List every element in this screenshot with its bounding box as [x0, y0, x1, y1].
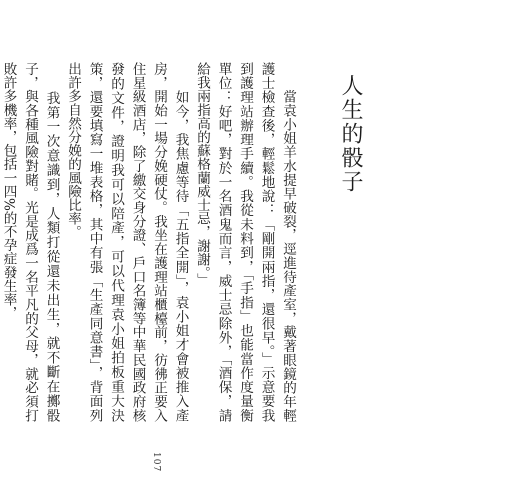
- body-text: [0, 62, 298, 422]
- paragraph: 我第一次意識到，人類打從還未出生，就不斷在擲骰子，與各種風險對賭。光是成爲一名平凡的父母，就必須打敗許多機率，包括一四%的不孕症發生率，: [0, 62, 60, 422]
- paragraph: 如今，我焦慮等待「五指全開」，袁小姐才會被推入產房，開始一場分娩硬仗。我坐在護理站櫃檯前，彷彿正要入住星級酒店，除了繳交身分證、戶口名簿等中華民國政府核發的文件，證明我可以陪產，可以代理袁小姐拍板重大決策，還要填寫一堆表格，其中有張「生產同意書」，背面列出許多自然分娩的風險比率。: [65, 62, 189, 422]
- paragraph: 當袁小姐羊水提早破裂，逕進待產室，戴著眼鏡的年輕護士檢查後，輕鬆地說：「剛開兩指，還很早。」示意要我到護理站辦理手續。我從未料到，「手指」也能當作度量衡單位：好吧，對於一名酒鬼而言，威士忌除外，「酒保，請給我兩指高的蘇格蘭威士忌，謝謝。」: [194, 62, 296, 422]
- chapter-title: 人生的骰子: [338, 74, 363, 194]
- page-number: 107: [151, 452, 161, 473]
